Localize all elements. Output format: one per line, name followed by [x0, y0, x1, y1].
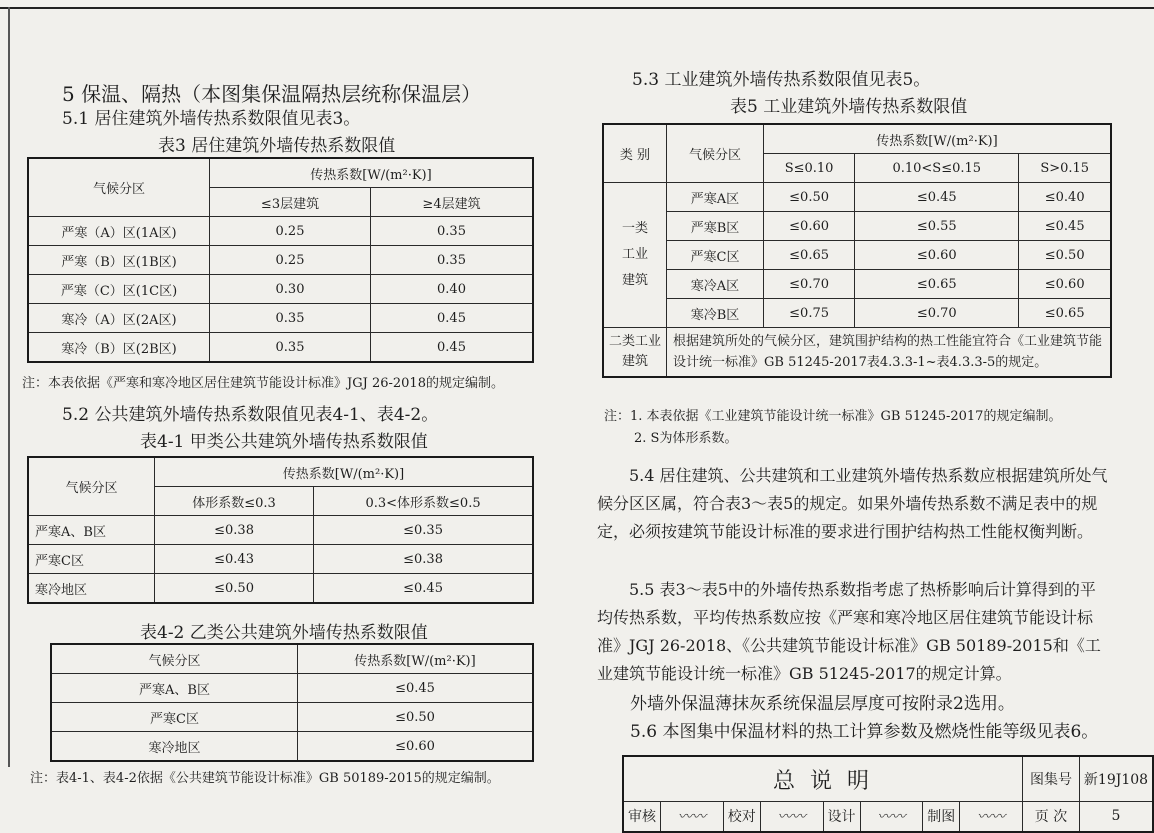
table3-caption: 表3 居住建筑外墙传热系数限值 [158, 136, 396, 156]
check-signature: 〰〰 [760, 802, 823, 832]
cell: 严寒A、B区 [28, 516, 155, 545]
table4-2 [50, 643, 534, 762]
para-5-5: 5.5 表3～表5中的外墙传热系数指考虑了热桥影响后计算得到的平均传热系数，平均传热系数应按《严寒和寒冷地区居住建筑节能设计标准》JGJ 26-2018、《公共建筑节能设计标准》GB 50189-2015和《工业建筑节能设计统一标准》GB 51245-2017的规定计算。 [597, 580, 1101, 683]
t3-col-a: ≤3层建筑 [210, 188, 371, 217]
cell: 严寒（A）区(1A区) [28, 217, 210, 246]
cell: ≤0.65 [1019, 299, 1111, 328]
table-row [603, 183, 1111, 212]
design-signature: 〰〰 [860, 802, 923, 832]
cell: ≤0.60 [855, 241, 1019, 270]
table-row [603, 270, 1111, 299]
top-border [0, 7, 1154, 9]
table3 [27, 157, 534, 363]
t5-col-b: 0.10<S≤0.15 [855, 154, 1019, 183]
cell: 严寒B区 [667, 212, 764, 241]
t5-col-c: S>0.15 [1019, 154, 1111, 183]
cell: 0.35 [371, 217, 533, 246]
t5-type2-label: 二类工业建筑 [608, 334, 661, 369]
cell: ≤0.45 [1019, 212, 1111, 241]
para-5-6: 5.6 本图集中保温材料的热工计算参数及燃烧性能等级见表6。 [630, 722, 1099, 742]
table-row [28, 304, 533, 333]
cell: ≤0.60 [1019, 270, 1111, 299]
cell: 0.45 [371, 304, 533, 333]
para-5-4: 5.4 居住建筑、公共建筑和工业建筑外墙传热系数应根据建筑所处气候分区区属，符合表3～表5的规定。如果外墙传热系数不满足表中的规定，必须按建筑节能设计标准的要求进行围护结构热工性能权衡判断。 [597, 466, 1108, 541]
cell: ≤0.70 [855, 299, 1019, 328]
t41-col-k: 传热系数[W/(m²·K)] [155, 457, 534, 487]
cell: ≤0.65 [764, 241, 855, 270]
table3-note: 注：本表依据《严寒和寒冷地区居住建筑节能设计标准》JGJ 26-2018的规定编制。 [22, 376, 504, 391]
t5-type1 [603, 183, 667, 328]
cell: 0.35 [210, 333, 371, 363]
table5-note1: 注：1. 本表依据《工业建筑节能设计统一标准》GB 51245-2017的规定编制。 [604, 409, 1062, 424]
section-5-2: 5.2 公共建筑外墙传热系数限值见表4-1、表4-2。 [62, 405, 439, 425]
cell: 严寒（C）区(1C区) [28, 275, 210, 304]
left-border [8, 7, 10, 767]
table4-2-note: 注：表4-1、表4-2依据《公共建筑节能设计标准》GB 50189-2015的规定编制。 [30, 771, 500, 786]
t5-col-type: 类 别 [603, 124, 667, 183]
cell: ≤0.65 [855, 270, 1019, 299]
t41-col-zone: 气候分区 [28, 457, 155, 516]
cell: 严寒A区 [667, 183, 764, 212]
cell: ≤0.50 [764, 183, 855, 212]
cell: ≤0.43 [155, 545, 314, 574]
table-row [51, 674, 533, 703]
cell: 寒冷A区 [667, 270, 764, 299]
table-row [51, 703, 533, 732]
page-number: 5 [1080, 802, 1154, 832]
cell: ≤0.70 [764, 270, 855, 299]
t41-col-b: 0.3<体形系数≤0.5 [314, 487, 533, 516]
title-block-title: 总 说 明 [623, 756, 1023, 802]
cell: 严寒C区 [51, 703, 298, 732]
cell: 寒冷（A）区(2A区) [28, 304, 210, 333]
cell: ≤0.50 [155, 574, 314, 604]
table-row [28, 246, 533, 275]
table5 [602, 123, 1112, 378]
cell: ≤0.75 [764, 299, 855, 328]
cell: 0.40 [371, 275, 533, 304]
atlas-label: 图集号 [1023, 756, 1080, 802]
t5-col-a: S≤0.10 [764, 154, 855, 183]
cell: 0.35 [371, 246, 533, 275]
cell: ≤0.55 [855, 212, 1019, 241]
cell: ≤0.38 [155, 516, 314, 545]
t5-col-zone: 气候分区 [667, 124, 764, 183]
table-row [603, 328, 1111, 378]
cell: ≤0.50 [298, 703, 534, 732]
cell: 寒冷地区 [28, 574, 155, 604]
cell: 严寒C区 [667, 241, 764, 270]
cell: ≤0.60 [298, 732, 534, 762]
table-row [28, 574, 533, 604]
table-row [603, 212, 1111, 241]
draw-label: 制图 [923, 802, 960, 832]
cell: 0.25 [210, 246, 371, 275]
t5-type2-text: 根据建筑所处的气候分区，建筑围护结构的热工性能宜符合《工业建筑节能设计统一标准》GB 51245-2017表4.3.3-1~表4.3.3-5的规定。 [667, 328, 1112, 378]
cell: 0.30 [210, 275, 371, 304]
t41-col-a: 体形系数≤0.3 [155, 487, 314, 516]
table-row [28, 333, 533, 363]
cell: 寒冷B区 [667, 299, 764, 328]
table-row [28, 516, 533, 545]
cell: 严寒C区 [28, 545, 155, 574]
draw-signature: 〰〰 [960, 802, 1023, 832]
design-label: 设计 [823, 802, 860, 832]
section-5-1: 5.1 居住建筑外墙传热系数限值见表3。 [62, 109, 361, 129]
t5-type1-label: 一类工业建筑 [622, 221, 649, 288]
t5-col-k: 传热系数[W/(m²·K)] [764, 124, 1112, 154]
table4-1 [27, 456, 534, 604]
cell: 0.35 [210, 304, 371, 333]
t3-col-b: ≥4层建筑 [371, 188, 533, 217]
table-row [28, 545, 533, 574]
table4-1-caption: 表4-1 甲类公共建筑外墙传热系数限值 [140, 432, 428, 452]
cell: ≤0.45 [298, 674, 534, 703]
table-row [28, 217, 533, 246]
table-row [603, 299, 1111, 328]
t5-type2 [603, 328, 667, 378]
t42-col-k: 传热系数[W/(m²·K)] [298, 644, 534, 674]
table5-note2: 2. S为体形系数。 [634, 431, 738, 446]
cell: 严寒（B）区(1B区) [28, 246, 210, 275]
atlas-number: 新19J108 [1080, 756, 1154, 802]
cell: ≤0.60 [764, 212, 855, 241]
check-label: 校对 [723, 802, 760, 832]
review-label: 审核 [623, 802, 661, 832]
cell: 0.25 [210, 217, 371, 246]
cell: 严寒A、B区 [51, 674, 298, 703]
table4-2-caption: 表4-2 乙类公共建筑外墙传热系数限值 [140, 623, 428, 643]
cell: 0.45 [371, 333, 533, 363]
cell: 寒冷（B）区(2B区) [28, 333, 210, 363]
table-row [603, 241, 1111, 270]
table-row [28, 275, 533, 304]
cell: 寒冷地区 [51, 732, 298, 762]
cell: ≤0.38 [314, 545, 533, 574]
section-heading: 5 保温、隔热（本图集保温隔热层统称保温层） [62, 82, 482, 106]
t3-col-k: 传热系数[W/(m²·K)] [210, 158, 534, 188]
t3-col-zone: 气候分区 [28, 158, 210, 217]
section-5-3: 5.3 工业建筑外墙传热系数限值见表5。 [632, 70, 931, 90]
cell: ≤0.40 [1019, 183, 1111, 212]
t42-col-zone: 气候分区 [51, 644, 298, 674]
review-signature: 〰〰 [661, 802, 724, 832]
table5-caption: 表5 工业建筑外墙传热系数限值 [730, 97, 968, 117]
table-row [51, 732, 533, 762]
cell: ≤0.45 [855, 183, 1019, 212]
cell: ≤0.45 [314, 574, 533, 604]
page-label: 页 次 [1023, 802, 1080, 832]
cell: ≤0.50 [1019, 241, 1111, 270]
cell: ≤0.35 [314, 516, 533, 545]
title-block [622, 755, 1154, 833]
para-5-5b: 外墙外保温薄抹灰系统保温层厚度可按附录2选用。 [630, 694, 1015, 714]
